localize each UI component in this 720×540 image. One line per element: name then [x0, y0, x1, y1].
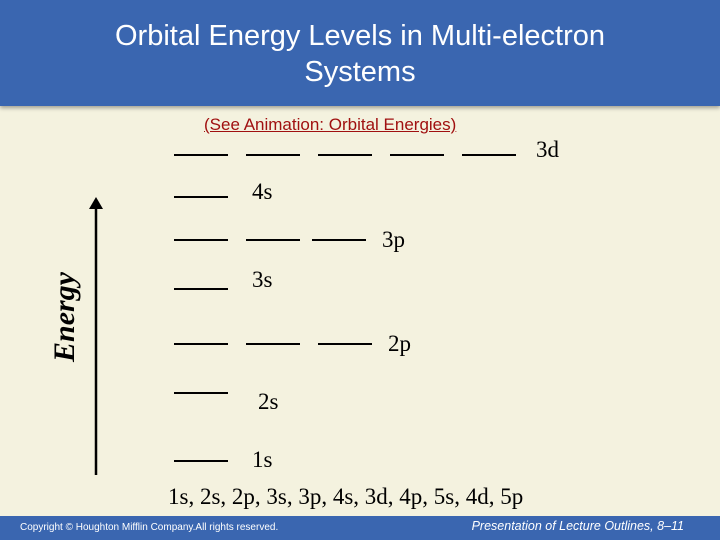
filling-order-text: 1s, 2s, 2p, 3s, 3p, 4s, 3d, 4p, 5s, 4d, 5p: [168, 484, 524, 509]
orbital-line: [174, 154, 228, 156]
orbital-line: [174, 196, 228, 198]
orbital-line: [318, 343, 372, 345]
orbital-line: [462, 154, 516, 156]
level-label: 3p: [382, 227, 405, 252]
energy-axis-label: Energy: [48, 272, 81, 362]
level-label: 4s: [252, 179, 273, 204]
orbital-line: [174, 392, 228, 394]
orbital-line: [390, 154, 444, 156]
animation-link[interactable]: (See Animation: Orbital Energies): [204, 115, 457, 134]
orbital-line: [174, 288, 228, 290]
orbital-line: [174, 460, 228, 462]
level-label: 2s: [258, 389, 279, 414]
orbital-line: [246, 154, 300, 156]
level-label: 1s: [252, 447, 273, 472]
orbital-line: [246, 239, 300, 241]
presentation-credit: Presentation of Lecture Outlines, 8–11: [471, 519, 684, 533]
energy-up-arrow-icon: [84, 195, 108, 479]
orbital-line: [174, 239, 228, 241]
orbital-line: [174, 343, 228, 345]
orbital-line: [246, 343, 300, 345]
orbital-line: [318, 154, 372, 156]
level-label: 3d: [536, 137, 559, 162]
level-label: 2p: [388, 331, 411, 356]
level-label: 3s: [252, 267, 273, 292]
copyright-text: Copyright © Houghton Mifflin Company.All rights reserved.: [20, 522, 279, 533]
slide-title: Orbital Energy Levels in Multi-electron Systems: [115, 20, 605, 88]
orbital-line: [312, 239, 366, 241]
